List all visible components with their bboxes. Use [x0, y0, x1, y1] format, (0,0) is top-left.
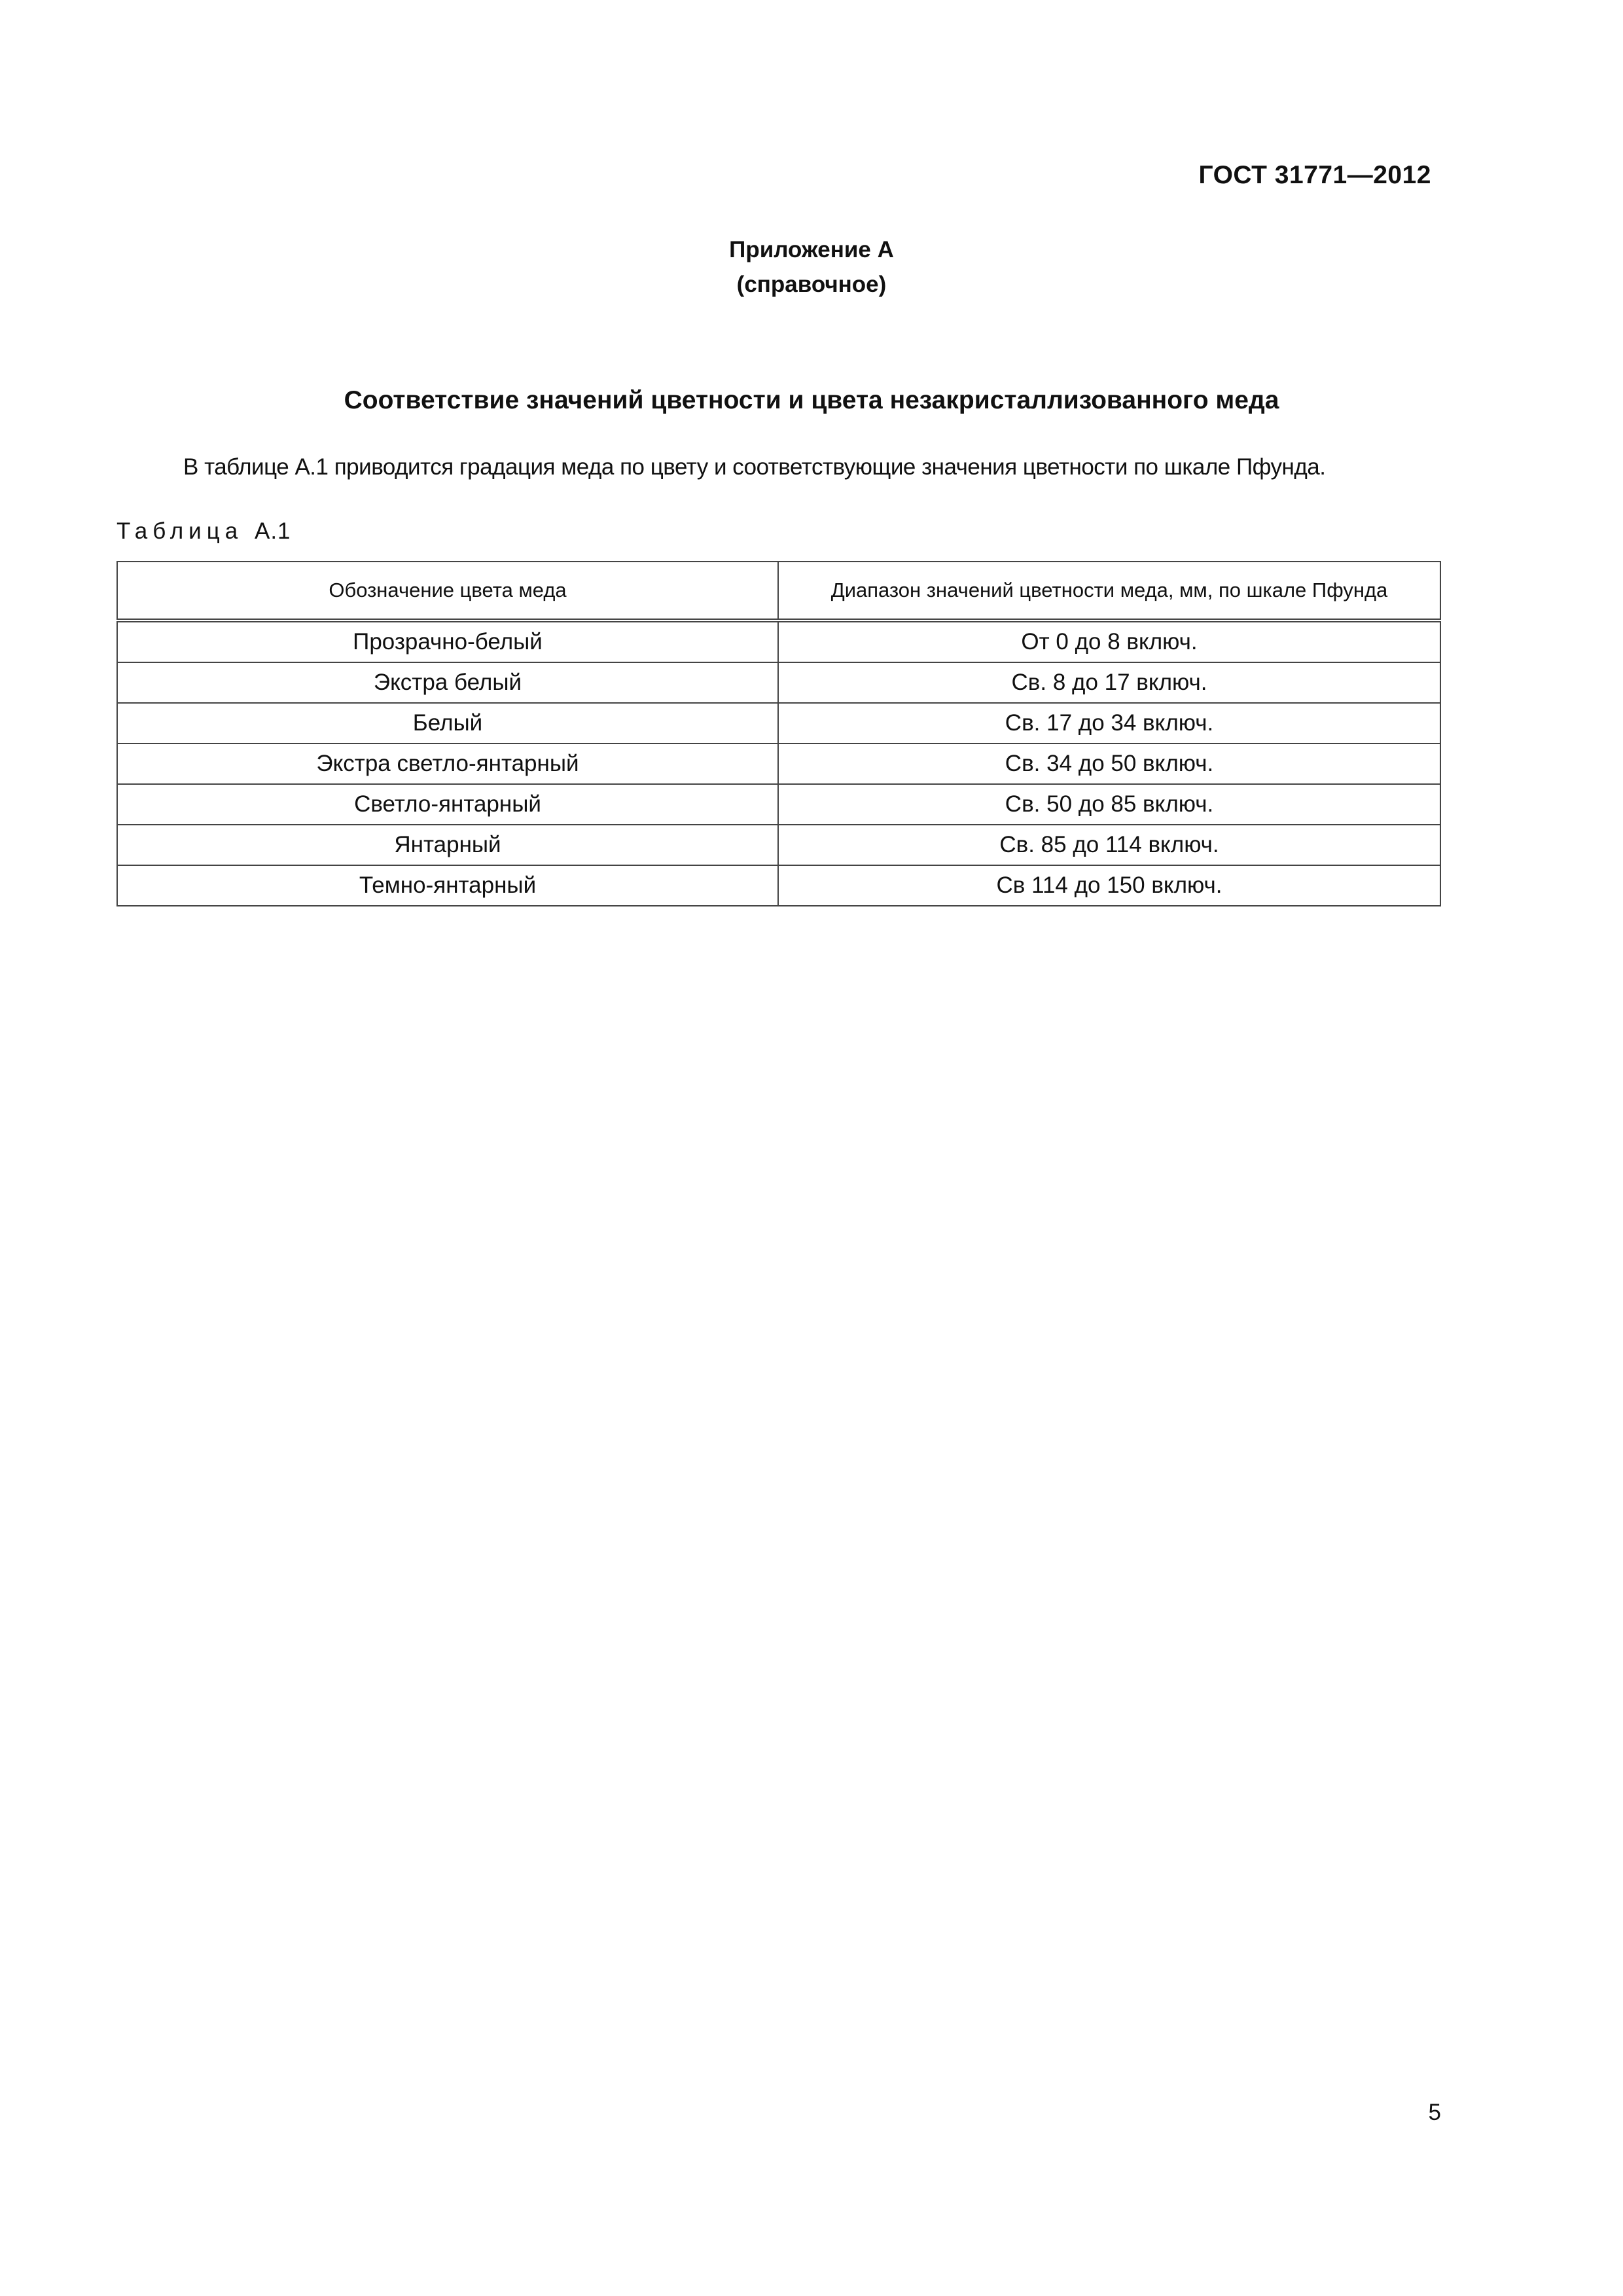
honey-color-table	[116, 561, 1441, 906]
cell-color-range: Св. 34 до 50 включ.	[778, 744, 1440, 784]
cell-color-name: Янтарный	[117, 825, 778, 865]
table-row	[117, 620, 1440, 662]
appendix-heading	[0, 233, 1623, 302]
cell-color-range: Св. 17 до 34 включ.	[778, 703, 1440, 744]
document-code: ГОСТ 31771—2012	[1198, 161, 1431, 189]
cell-color-range: Св. 50 до 85 включ.	[778, 784, 1440, 825]
cell-color-range: От 0 до 8 включ.	[778, 620, 1440, 662]
cell-color-range: Св. 85 до 114 включ.	[778, 825, 1440, 865]
appendix-title: Приложение А	[729, 237, 894, 262]
cell-color-name: Экстра светло-янтарный	[117, 744, 778, 784]
table-row	[117, 825, 1440, 865]
page-number: 5	[1428, 2100, 1441, 2125]
table-row	[117, 662, 1440, 703]
cell-color-name: Прозрачно-белый	[117, 620, 778, 662]
cell-color-range: Св. 8 до 17 включ.	[778, 662, 1440, 703]
table-caption-label: Таблица	[116, 518, 243, 544]
cell-color-name: Белый	[117, 703, 778, 744]
table-row	[117, 865, 1440, 906]
table-header-row	[117, 562, 1440, 620]
header-color-designation: Обозначение цвета меда	[117, 562, 778, 620]
section-title: Соответствие значений цветности и цвета незакристаллизованного меда	[344, 386, 1279, 414]
header-color-range: Диапазон значений цветности меда, мм, по шкале Пфунда	[778, 562, 1440, 620]
table-row	[117, 744, 1440, 784]
table-row	[117, 703, 1440, 744]
intro-paragraph: В таблице А.1 приводится градация меда по цвету и соответствующие значения цветности по шкале Пфунда.	[183, 454, 1326, 480]
appendix-subtitle: (справочное)	[736, 271, 887, 297]
cell-color-name: Темно-янтарный	[117, 865, 778, 906]
table-caption	[116, 518, 291, 545]
cell-color-range: Св 114 до 150 включ.	[778, 865, 1440, 906]
table-row	[117, 784, 1440, 825]
cell-color-name: Светло-янтарный	[117, 784, 778, 825]
cell-color-name: Экстра белый	[117, 662, 778, 703]
table-caption-number: А.1	[254, 518, 291, 544]
